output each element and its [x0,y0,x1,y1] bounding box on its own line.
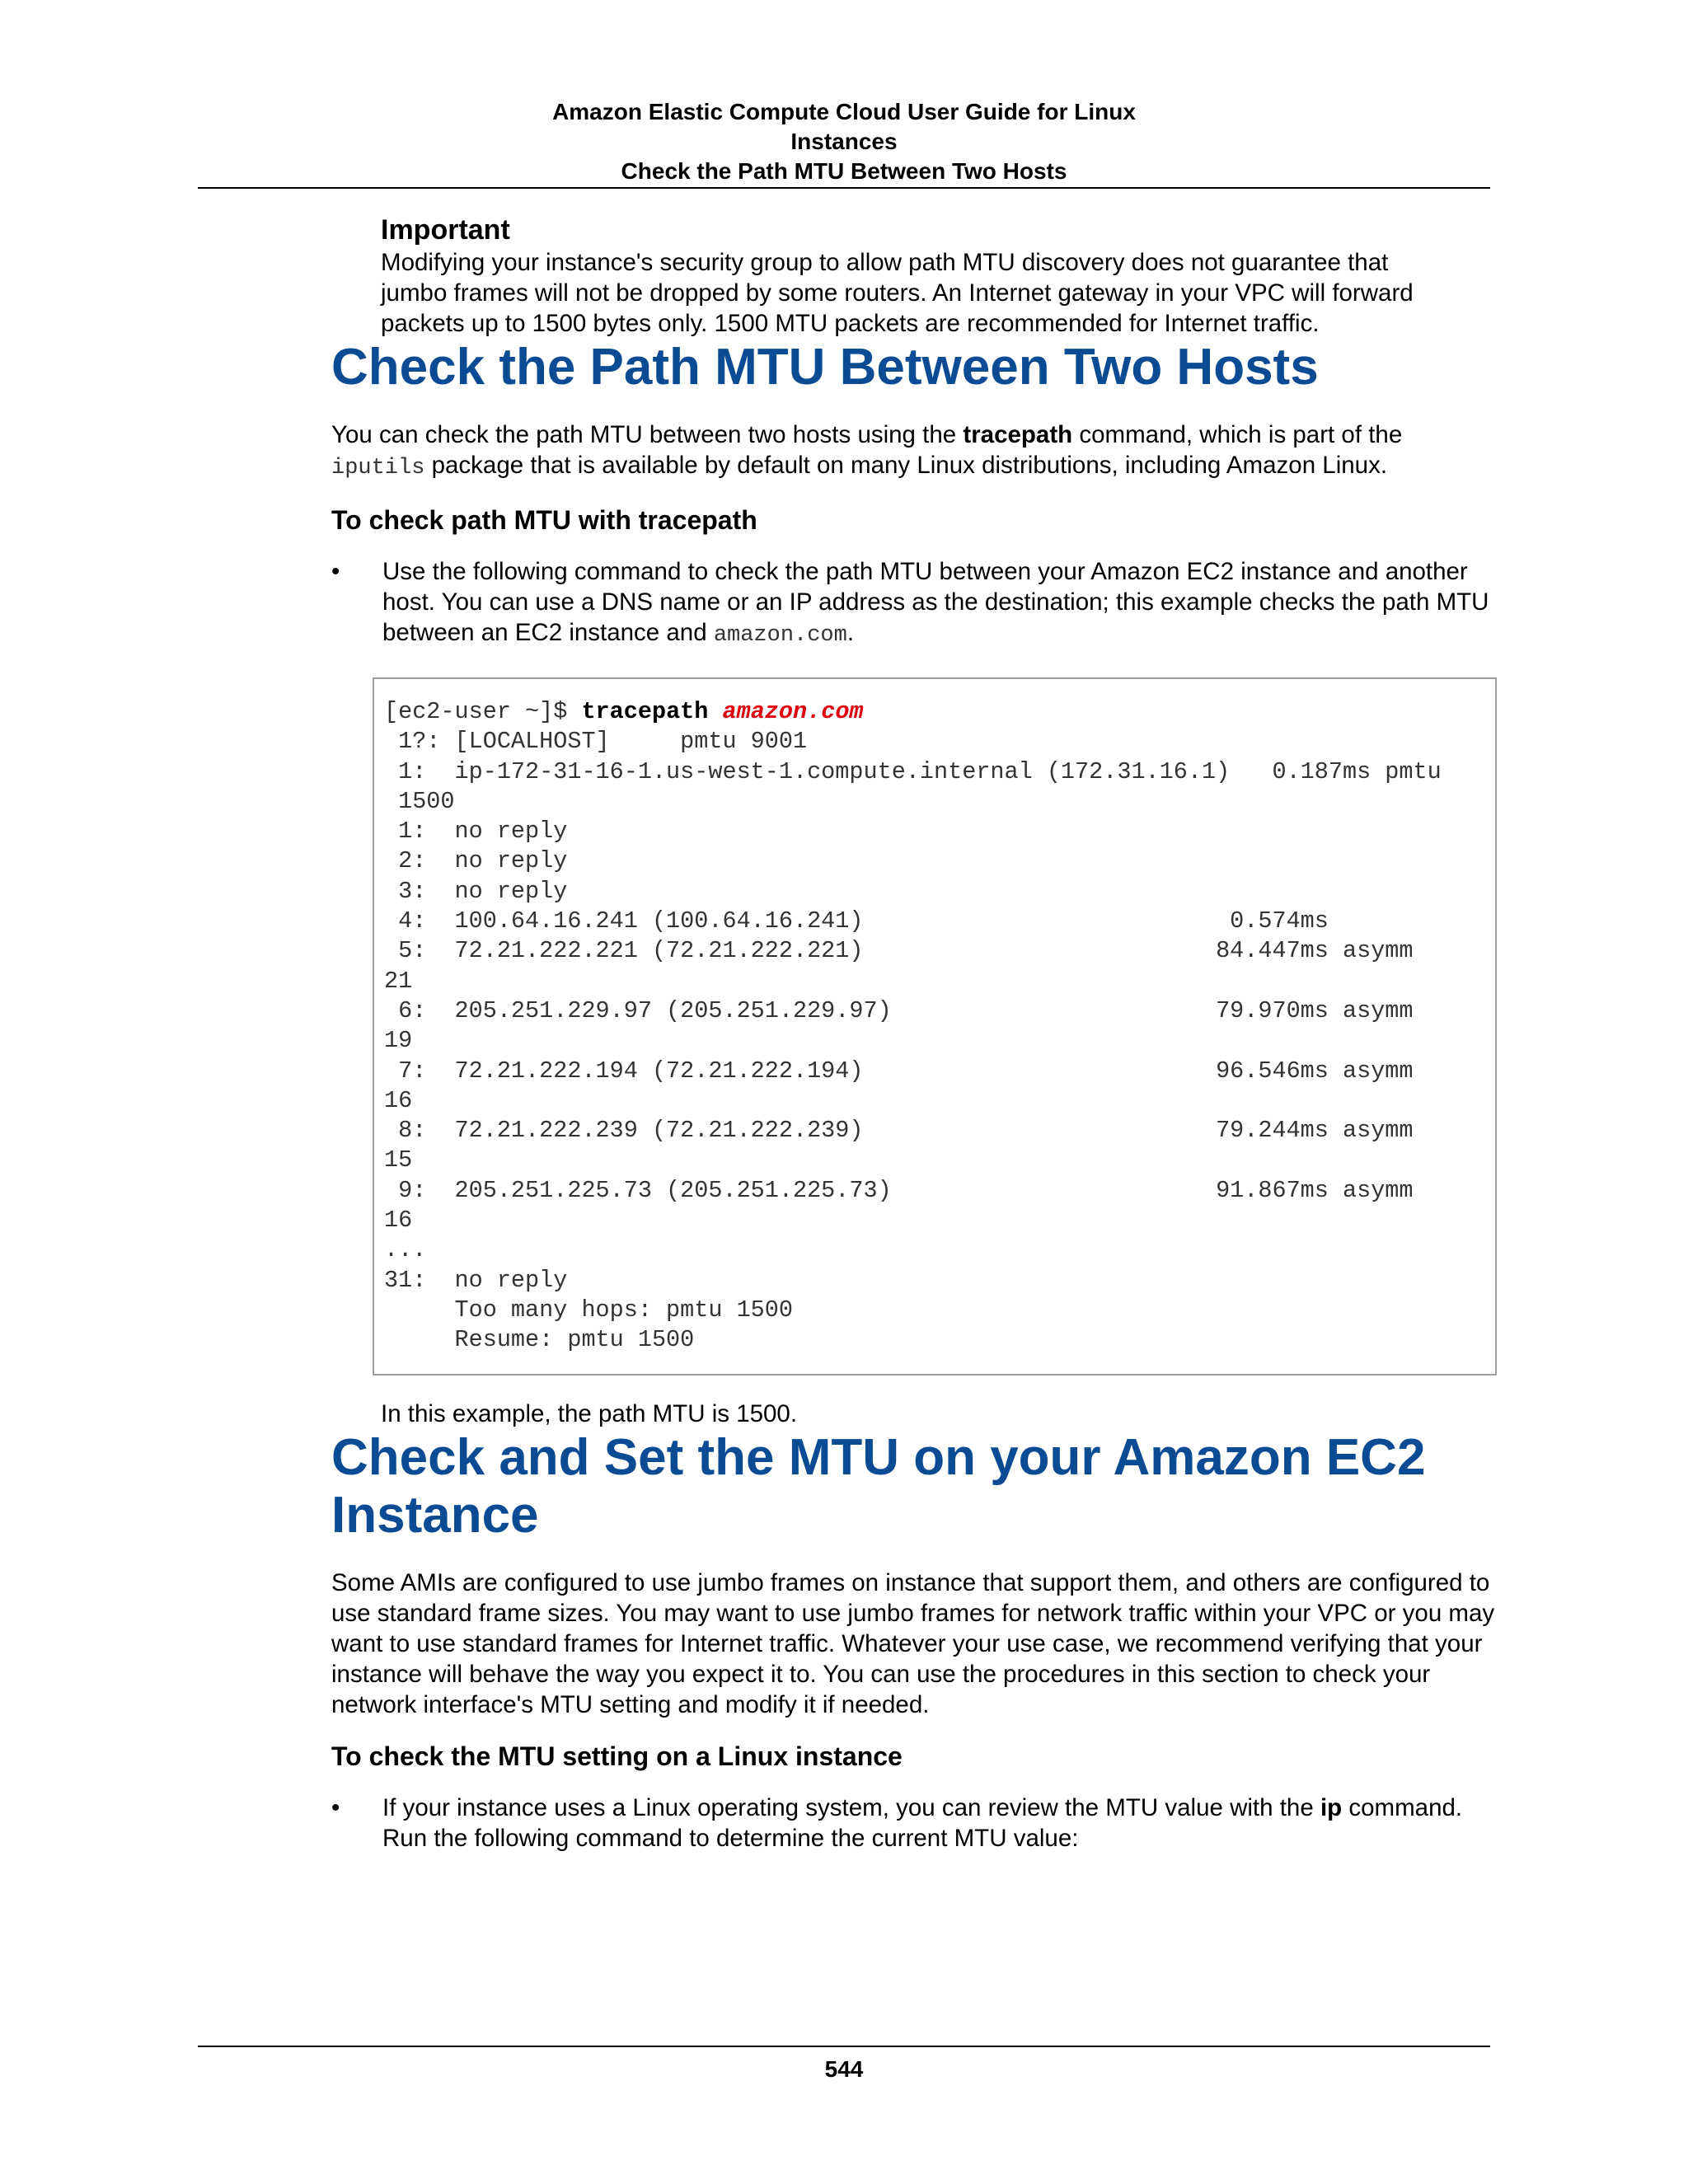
code-output-line: 19 [384,1027,413,1055]
code-output-line: 1?: [LOCALHOST] pmtu 9001 [384,728,808,756]
page-number: 544 [824,2056,864,2082]
code-output-line: 1500 [384,787,455,815]
code-output-line: 31: no reply [384,1266,568,1294]
code-output-line: 6: 205.251.229.97 (205.251.229.97) 79.970ms asymm [384,996,1414,1024]
command-line [384,697,1487,727]
code-output-line: 2: no reply [384,847,568,875]
bullet-item-ip [331,1793,1502,1854]
code-output-line: ... [384,1236,427,1264]
intro-text-1: You can check the path MTU between two hosts using the [331,421,964,448]
procedure-title-check-mtu: To check the MTU setting on a Linux instance [331,1741,903,1771]
command-argument: amazon.com [722,698,864,725]
running-header [198,97,1490,186]
header-guide-title: Amazon Elastic Compute Cloud User Guide for Linux [552,99,1136,124]
code-output-line: 15 [384,1146,413,1174]
code-output-line: 16 [384,1086,413,1114]
bullet-text-2: . [846,619,855,646]
path-mtu-intro [331,419,1502,484]
footer-divider [198,2046,1490,2047]
code-output-line: Resume: pmtu 1500 [384,1326,695,1354]
iputils-code: iputils [331,456,425,480]
bullet-text-tracepath [382,556,1502,651]
code-output-line: Too many hops: pmtu 1500 [384,1296,793,1324]
header-chapter: Instances [790,129,898,154]
header-divider [198,187,1490,189]
important-text: Modifying your instance's security group to allow path MTU discovery does not guarantee that jumbo frames will not be dropped by some routers. An Internet gateway in your VPC will forward packets up to 1500 bytes only. 1500 MTU packets are recommended for Internet traffic. [381,249,1414,337]
section-title-set-mtu: Check and Set the MTU on your Amazon EC2 Instance [331,1428,1426,1544]
bullet-text-ip [382,1793,1502,1854]
code-output-line: 16 [384,1207,413,1235]
code-output-line: 1: no reply [384,818,568,846]
intro-text-2: command, which is part of the [1072,421,1403,448]
code-output-line: 21 [384,967,413,995]
code-output-line: 9: 205.251.225.73 (205.251.225.73) 91.867ms asymm [384,1176,1414,1204]
bullet-ip-text-1: If your instance uses a Linux operating system, you can review the MTU value with the [382,1793,1320,1821]
bullet-icon: • [331,1793,340,1821]
code-output-line: 7: 72.21.222.194 (72.21.222.194) 96.546ms asymm [384,1057,1414,1085]
bullet-item-tracepath [331,556,1502,651]
code-output-line: 4: 100.64.16.241 (100.64.16.241) 0.574ms [384,907,1329,935]
command-name: tracepath [581,698,709,725]
code-output-line: 5: 72.21.222.221 (72.21.222.221) 84.447ms asymm [384,937,1414,965]
path-mtu-result: In this example, the path MTU is 1500. [381,1399,798,1427]
bullet-icon: • [331,558,340,585]
code-output-line: 8: 72.21.222.239 (72.21.222.239) 79.244ms asymm [384,1117,1414,1145]
intro-text-3: package that is available by default on many Linux distributions, including Amazon Linux. [424,452,1388,479]
important-note [381,213,1452,339]
header-section: Check the Path MTU Between Two Hosts [621,158,1067,184]
bullet-ip-text-2: command. Run the following command to determine the current MTU value: [382,1793,1463,1852]
bullet-text-1: Use the following command to check the path MTU between your Amazon EC2 instance and another host. You can use a DNS name or an IP address as the destination; this example checks the path MTU between an EC2 instance and [382,558,1489,646]
set-mtu-intro: Some AMIs are configured to use jumbo frames on instance that support them, and others are configured to use standard frame sizes. You may want to use jumbo frames for network traffic within your VPC or you may want to use standard frames for Internet traffic. Whatever your use case, we recommend verifying that your instance will behave the way you expect it to. You can use the procedures in this section to check your network interface's MTU setting and modify it if needed. [331,1568,1495,1718]
important-title: Important [381,214,510,246]
amazon-com-code: amazon.com [713,623,847,648]
shell-prompt: [ec2-user ~]$ [384,698,582,725]
ip-term: ip [1320,1793,1343,1821]
page-content [331,213,1502,1854]
procedure-title-tracepath: To check path MTU with tracepath [331,505,757,535]
section-title-path-mtu: Check the Path MTU Between Two Hosts [331,339,1319,396]
code-output-line: 3: no reply [384,877,568,905]
code-output-line: 1: ip-172-31-16-1.us-west-1.compute.internal (172.31.16.1) 0.187ms pmtu [384,757,1442,785]
tracepath-term: tracepath [963,421,1073,448]
code-block-tracepath [373,677,1497,1376]
